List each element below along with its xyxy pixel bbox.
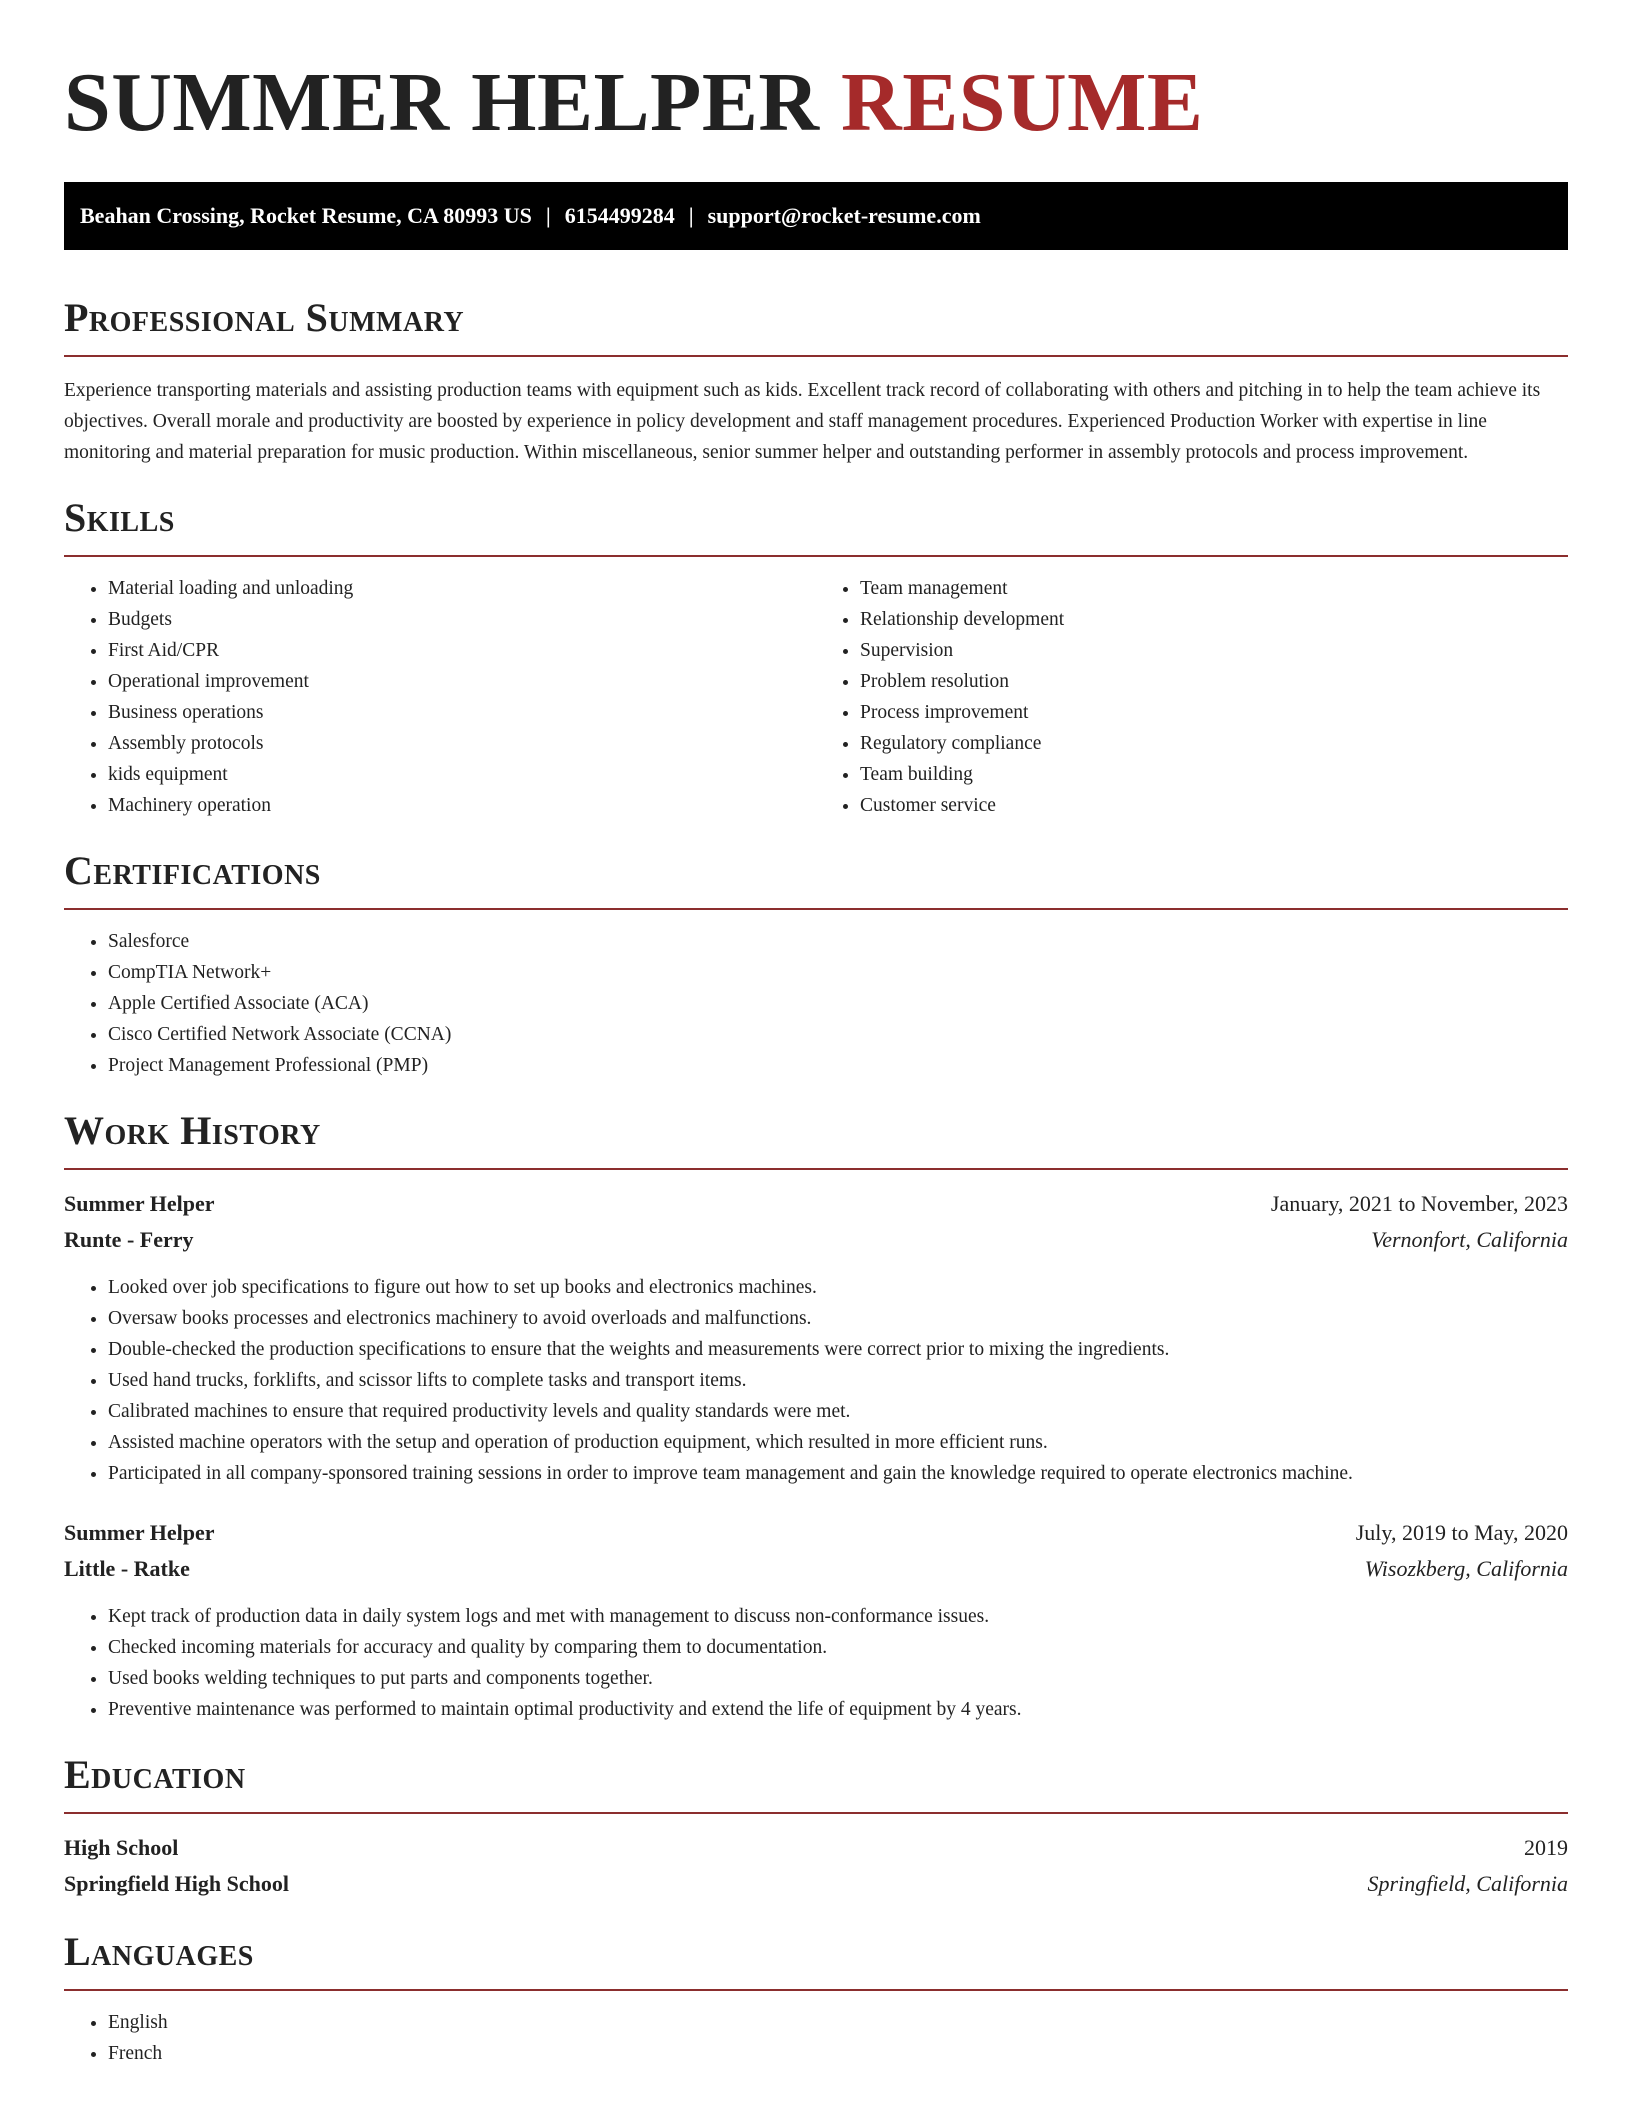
- job-bullet: • Used books welding techniques to put parts and components together.: [108, 1663, 1568, 1694]
- skill-item: • Business operations: [108, 697, 816, 728]
- summary-heading: Professional Summary: [64, 295, 465, 340]
- job-entry: [64, 1186, 1568, 1489]
- skill-item: • Assembly protocols: [108, 728, 816, 759]
- job-bullets: [64, 1272, 1568, 1489]
- skill-item: • Budgets: [108, 604, 816, 635]
- job-bullet: • Participated in all company-sponsored training sessions in order to improve team management and gain the knowledge required to operate electronics machine.: [108, 1458, 1568, 1489]
- certification-item: • Apple Certified Associate (ACA): [108, 988, 1568, 1019]
- skill-item: • Customer service: [860, 790, 1568, 821]
- title-accent: RESUME: [841, 56, 1204, 149]
- job-bullet: • Kept track of production data in daily system logs and met with management to discuss non-conformance issues.: [108, 1601, 1568, 1632]
- title-main: SUMMER HELPER: [64, 56, 820, 149]
- skill-item: • Process improvement: [860, 697, 1568, 728]
- skill-item: • Problem resolution: [860, 666, 1568, 697]
- job-bullet: • Checked incoming materials for accuracy and quality by comparing them to documentation.: [108, 1632, 1568, 1663]
- job-bullet: • Calibrated machines to ensure that required productivity levels and quality standards were met.: [108, 1396, 1568, 1427]
- resume-title: [64, 58, 1568, 148]
- summary-text: Experience transporting materials and assisting production teams with equipment such as kids. Excellent track record of collaborating with others and pitching in to help the team achieve its objectives. Overall morale and productivity are boosted by experience in policy development and staff management procedures. Experienced Production Worker with expertise in line monitoring and material preparation for music production. Within miscellaneous, senior summer helper and outstanding performer in assembly protocols and process improvement.: [64, 380, 1541, 463]
- education-entry: [64, 1830, 1568, 1902]
- skill-item: • Operational improvement: [108, 666, 816, 697]
- job-bullet: • Oversaw books processes and electronics machinery to avoid overloads and malfunctions.: [108, 1303, 1568, 1334]
- languages-list: [64, 2007, 1568, 2069]
- skill-item: • Material loading and unloading: [108, 573, 816, 604]
- education-section: [64, 1751, 1568, 1902]
- skill-item: • Regulatory compliance: [860, 728, 1568, 759]
- section-divider: [64, 1989, 1568, 1991]
- skill-item: • Supervision: [860, 635, 1568, 666]
- contact-bar: [64, 182, 1568, 250]
- job-location: Vernonfort, California: [1371, 1227, 1568, 1252]
- job-bullet: • Preventive maintenance was performed to maintain optimal productivity and extend the life of equipment by 4 years.: [108, 1694, 1568, 1725]
- education-degree-row: [64, 1830, 1568, 1866]
- section-divider: [64, 1168, 1568, 1170]
- section-divider: [64, 908, 1568, 910]
- certifications-list: [64, 926, 1568, 1081]
- job-bullet: • Double-checked the production specifications to ensure that the weights and measurements were correct prior to mixing the ingredients.: [108, 1334, 1568, 1365]
- section-divider: [64, 1812, 1568, 1814]
- skill-item: • Machinery operation: [108, 790, 816, 821]
- contact-separator: |: [545, 203, 551, 228]
- work-history-heading: Work History: [64, 1108, 321, 1153]
- job-bullet: • Looked over job specifications to figure out how to set up books and electronics machines.: [108, 1272, 1568, 1303]
- certification-item: • Project Management Professional (PMP): [108, 1050, 1568, 1081]
- skill-item: • Team building: [860, 759, 1568, 790]
- job-title: Summer Helper: [64, 1191, 215, 1216]
- summary-section: [64, 294, 1568, 468]
- languages-section: [64, 1928, 1568, 2069]
- certification-item: • Salesforce: [108, 926, 1568, 957]
- job-title-row: [64, 1515, 1568, 1551]
- language-item: • English: [108, 2007, 1568, 2038]
- contact-email: support@rocket-resume.com: [707, 203, 981, 228]
- job-title-row: [64, 1186, 1568, 1222]
- job-company: Little - Ratke: [64, 1556, 190, 1581]
- skills-list-right: [816, 573, 1568, 821]
- job-dates: July, 2019 to May, 2020: [1355, 1520, 1568, 1545]
- skills-list-left: [64, 573, 816, 821]
- education-school: Springfield High School: [64, 1871, 289, 1896]
- job-dates: January, 2021 to November, 2023: [1270, 1191, 1568, 1216]
- skills-heading: Skills: [64, 495, 175, 540]
- contact-separator: |: [688, 203, 694, 228]
- certifications-section: [64, 847, 1568, 1081]
- job-company-row: [64, 1551, 1568, 1587]
- job-title: Summer Helper: [64, 1520, 215, 1545]
- section-divider: [64, 355, 1568, 357]
- certifications-heading: Certifications: [64, 848, 321, 893]
- certification-item: • Cisco Certified Network Associate (CCNA): [108, 1019, 1568, 1050]
- contact-phone: 6154499284: [564, 203, 675, 228]
- contact-address: Beahan Crossing, Rocket Resume, CA 80993 US: [80, 203, 532, 228]
- education-year: 2019: [1524, 1835, 1568, 1860]
- skills-section: [64, 494, 1568, 821]
- education-degree: High School: [64, 1835, 179, 1860]
- job-company: Runte - Ferry: [64, 1227, 194, 1252]
- job-company-row: [64, 1222, 1568, 1258]
- job-bullet: • Used hand trucks, forklifts, and scissor lifts to complete tasks and transport items.: [108, 1365, 1568, 1396]
- language-item: • French: [108, 2038, 1568, 2069]
- certification-item: • CompTIA Network+: [108, 957, 1568, 988]
- job-bullets: [64, 1601, 1568, 1725]
- languages-heading: Languages: [64, 1929, 254, 1974]
- education-school-row: [64, 1866, 1568, 1902]
- education-heading: Education: [64, 1752, 246, 1797]
- skill-item: • kids equipment: [108, 759, 816, 790]
- job-bullet: • Assisted machine operators with the setup and operation of production equipment, which resulted in more efficient runs.: [108, 1427, 1568, 1458]
- skills-grid: [64, 557, 1568, 821]
- skill-item: • Relationship development: [860, 604, 1568, 635]
- skill-item: • Team management: [860, 573, 1568, 604]
- skill-item: • First Aid/CPR: [108, 635, 816, 666]
- education-location: Springfield, California: [1367, 1871, 1568, 1896]
- work-history-section: [64, 1107, 1568, 1725]
- job-entry: [64, 1515, 1568, 1725]
- job-location: Wisozkberg, California: [1364, 1556, 1568, 1581]
